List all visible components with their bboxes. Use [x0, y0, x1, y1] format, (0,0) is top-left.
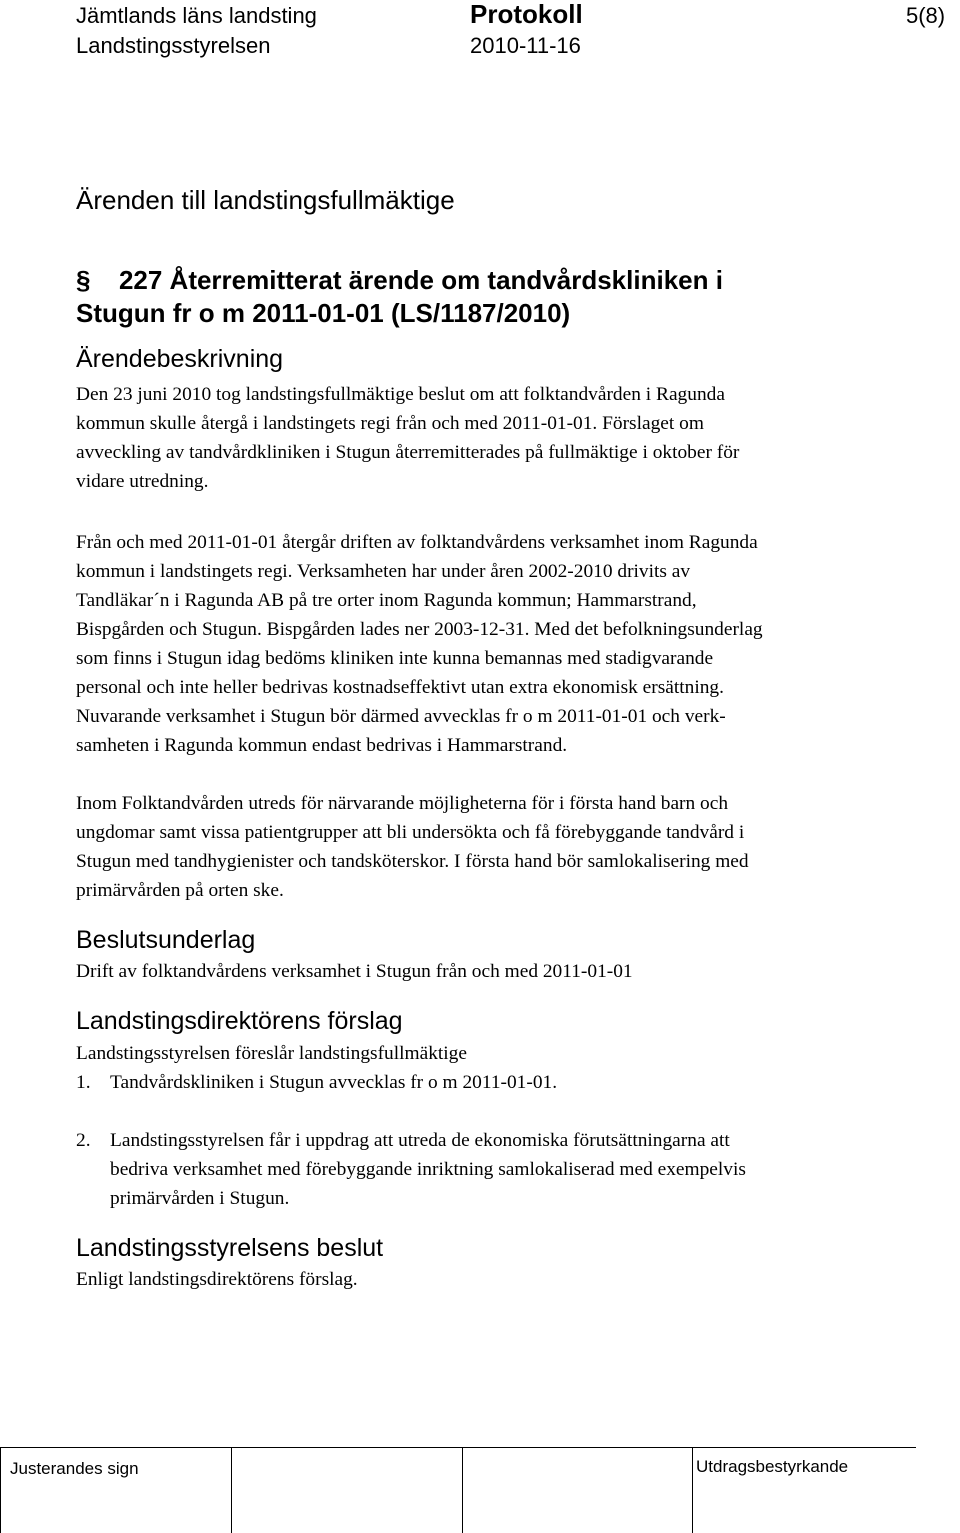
text-line: primärvården på orten ske. [76, 880, 284, 901]
text-line: primärvården i Stugun. [110, 1188, 290, 1209]
arendebeskrivning-paragraph-3 [76, 789, 876, 905]
item-number: 1. [76, 1072, 91, 1093]
text-line: Tandläkar´n i Ragunda AB på tre orter inom Ragunda kommun; Hammarstrand, [76, 590, 697, 611]
text-line: Stugun med tandhygienister och tandsköterskor. I första hand bör samlokalisering med [76, 851, 749, 872]
arendebeskrivning-paragraph-2 [76, 528, 876, 760]
page-number: 5(8) [906, 3, 946, 28]
text-line: avveckling av tandvårdkliniken i Stugun återremitterades på fullmäktige i oktober för [76, 442, 740, 463]
text-line: Den 23 juni 2010 tog landstingsfullmäktige beslut om att folktandvården i Ragunda [76, 384, 725, 405]
text-line: Landstingsstyrelsen får i uppdrag att utreda de ekonomiska förutsättningarna att [110, 1130, 730, 1151]
text-line: Enligt landstingsdirektörens förslag. [76, 1269, 358, 1290]
text-line: Tandvårdskliniken i Stugun avvecklas fr o m 2011-01-01. [110, 1072, 558, 1093]
footer-divider [692, 1447, 693, 1533]
footer-divider [0, 1447, 1, 1533]
text-line: Drift av folktandvårdens verksamhet i Stugun från och med 2011-01-01 [76, 961, 633, 982]
item-title [76, 264, 723, 296]
text-line: kommun skulle återgå i landstingets regi från och med 2011-01-01. Förslaget om [76, 413, 704, 434]
text-line: Nuvarande verksamhet i Stugun bör därmed avvecklas fr o m 2011-01-01 och verk- [76, 706, 726, 727]
paragraph-symbol: § [76, 265, 91, 295]
text-line: Bispgården och Stugun. Bispgården lades ner 2003-12-31. Med det befolkningsunderlag [76, 619, 763, 640]
beslut-text [76, 1265, 876, 1294]
text-line: Inom Folktandvården utreds för närvarande möjligheterna för i första hand barn och [76, 793, 729, 814]
document-date: 2010-11-16 [470, 33, 581, 58]
beslutsunderlag-text [76, 957, 876, 986]
text-line: bedriva verksamhet med förebyggande inriktning samlokaliserad med exempelvis [110, 1159, 746, 1180]
text-line: kommun i landstingets regi. Verksamheten har under åren 2002-2010 drivits av [76, 561, 691, 582]
text-line: som finns i Stugun idag bedöms kliniken inte kunna bemannas med stadigvarande [76, 648, 714, 669]
text-line: Från och med 2011-01-01 återgår driften av folktandvårdens verksamhet inom Ragunda [76, 532, 758, 553]
text-line: ungdomar samt vissa patientgrupper att bli undersökta och få förebyggande tandvård i [76, 822, 745, 843]
beslut-heading: Landstingsstyrelsens beslut [76, 1234, 384, 1262]
beslutsunderlag-heading: Beslutsunderlag [76, 926, 256, 954]
text-line: vidare utredning. [76, 471, 209, 492]
forslag-heading: Landstingsdirektörens förslag [76, 1007, 403, 1035]
text-line: personal och inte heller bedrivas kostnadseffektivt utan extra ekonomisk ersättning. [76, 677, 724, 698]
item-title-line2: Stugun fr o m 2011-01-01 (LS/1187/2010) [76, 298, 571, 328]
footer-top-rule [0, 1447, 916, 1448]
text-line: samheten i Ragunda kommun endast bedrivas i Hammarstrand. [76, 735, 568, 756]
section-heading: Ärenden till landstingsfullmäktige [76, 185, 455, 215]
organization-name: Jämtlands läns landsting [76, 3, 317, 28]
arendebeskrivning-paragraph-1 [76, 380, 876, 496]
document-type: Protokoll [470, 0, 583, 29]
footer-divider [231, 1447, 232, 1533]
text-line: Landstingsstyrelsen föreslår landstingsfullmäktige [76, 1043, 467, 1064]
forslag-intro [76, 1039, 876, 1068]
utdragsbestyrkande-label: Utdragsbestyrkande [696, 1457, 849, 1476]
item-number: 2. [76, 1130, 91, 1151]
footer-divider [462, 1447, 463, 1533]
committee-name: Landstingsstyrelsen [76, 33, 271, 58]
item-title-line1: 227 Återremitterat ärende om tandvårdskliniken i [118, 265, 723, 295]
justerandes-sign-label: Justerandes sign [10, 1459, 139, 1478]
arendebeskrivning-heading: Ärendebeskrivning [76, 345, 284, 373]
